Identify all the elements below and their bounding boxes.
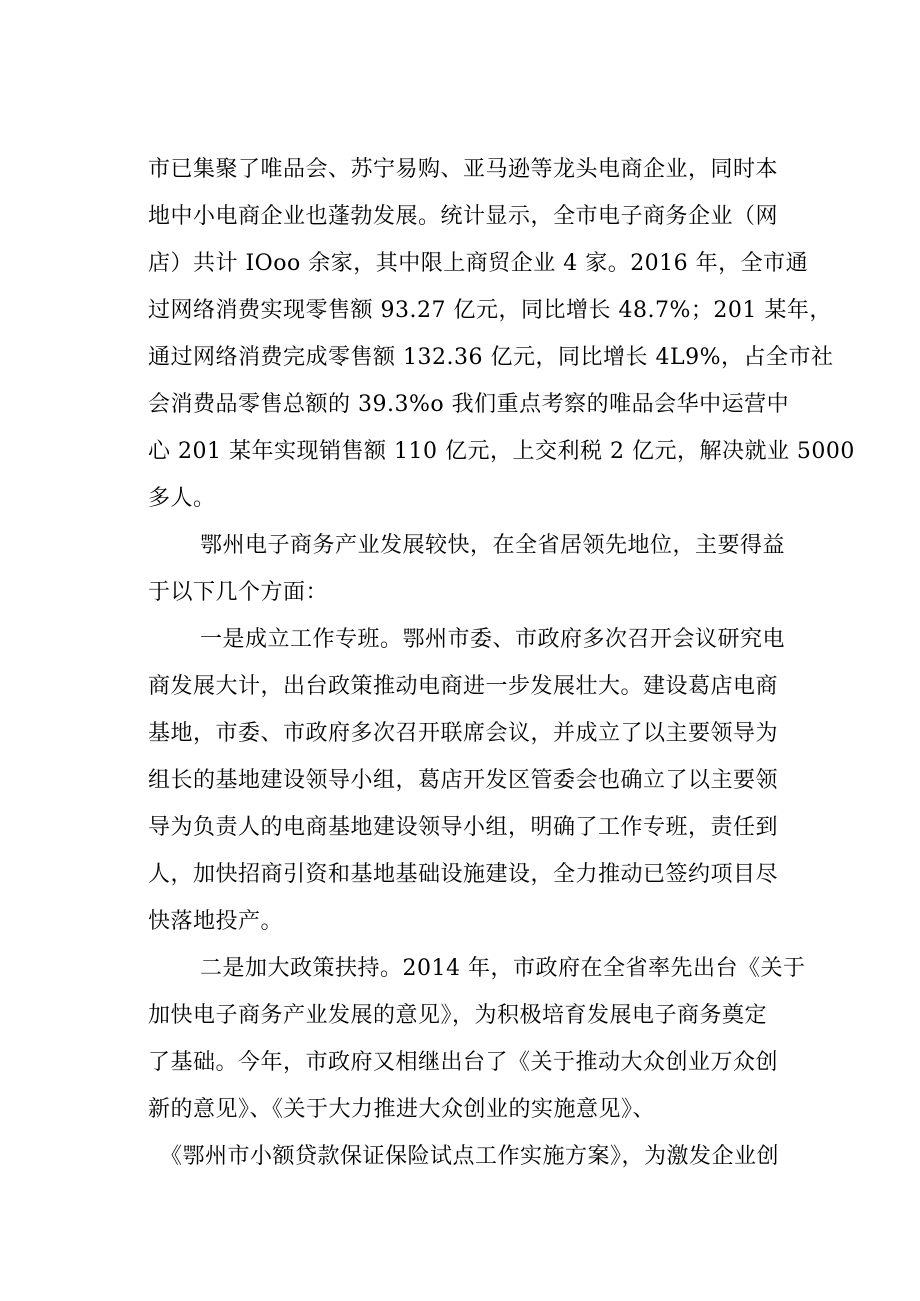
text-line: 组长的基地建设领导小组，葛店开发区管委会也确立了以主要领 [148, 768, 779, 793]
text-line: 会消费品零售总额的 39.3%o 我们重点考察的唯品会华中运营中 [148, 392, 790, 417]
text-line: 商发展大计，出台政策推动电商进一步发展壮大。建设葛店电商 [148, 674, 779, 699]
text-line: 加快电子商务产业发展的意见》，为积极培育发展电子商务奠定 [148, 1003, 768, 1028]
text-line: 导为负责人的电商基地建设领导小组，明确了工作专班，责任到 [148, 815, 779, 840]
text-line: 《鄂州市小额贷款保证保险试点工作实施方案》，为激发企业创 [160, 1144, 780, 1169]
text-line: 新的意见》、《关于大力推进大众创业的实施意见》、 [148, 1097, 656, 1122]
text-line: 市已集聚了唯品会、苏宁易购、亚马逊等龙头电商企业，同时本 [148, 157, 779, 182]
text-line: 店）共计 IOoo 余家，其中限上商贸企业 4 家。2016 年，全市通 [148, 251, 809, 276]
text-line: 基地，市委、市政府多次召开联席会议，并成立了以主要领导为 [148, 721, 779, 746]
text-line: 了基础。今年，市政府又相继出台了《关于推动大众创业万众创 [148, 1050, 779, 1075]
paragraph-first-line: 二是加大政策扶持。2014 年，市政府在全省率先出台《关于 [200, 956, 806, 981]
text-line: 过网络消费实现零售额 93.27 亿元，同比增长 48.7%；201 某年， [148, 298, 832, 323]
text-line: 地中小电商企业也蓬勃发展。统计显示，全市电子商务企业（网 [148, 204, 779, 229]
text-line: 人，加快招商引资和基地基础设施建设，全力推动已签约项目尽 [148, 862, 779, 887]
text-line: 通过网络消费完成零售额 132.36 亿元，同比增长 4L9%，占全市社 [148, 345, 834, 370]
text-line: 快落地投产。 [148, 909, 284, 934]
text-line: 多人。 [148, 486, 216, 511]
paragraph-first-line: 一是成立工作专班。鄂州市委、市政府多次召开会议研究电 [200, 627, 786, 652]
paragraph-first-line: 鄂州电子商务产业发展较快，在全省居领先地位，主要得益 [200, 533, 786, 558]
text-line: 心 201 某年实现销售额 110 亿元，上交利税 2 亿元，解决就业 5000 [148, 439, 855, 464]
text-line: 于以下几个方面： [148, 580, 329, 605]
